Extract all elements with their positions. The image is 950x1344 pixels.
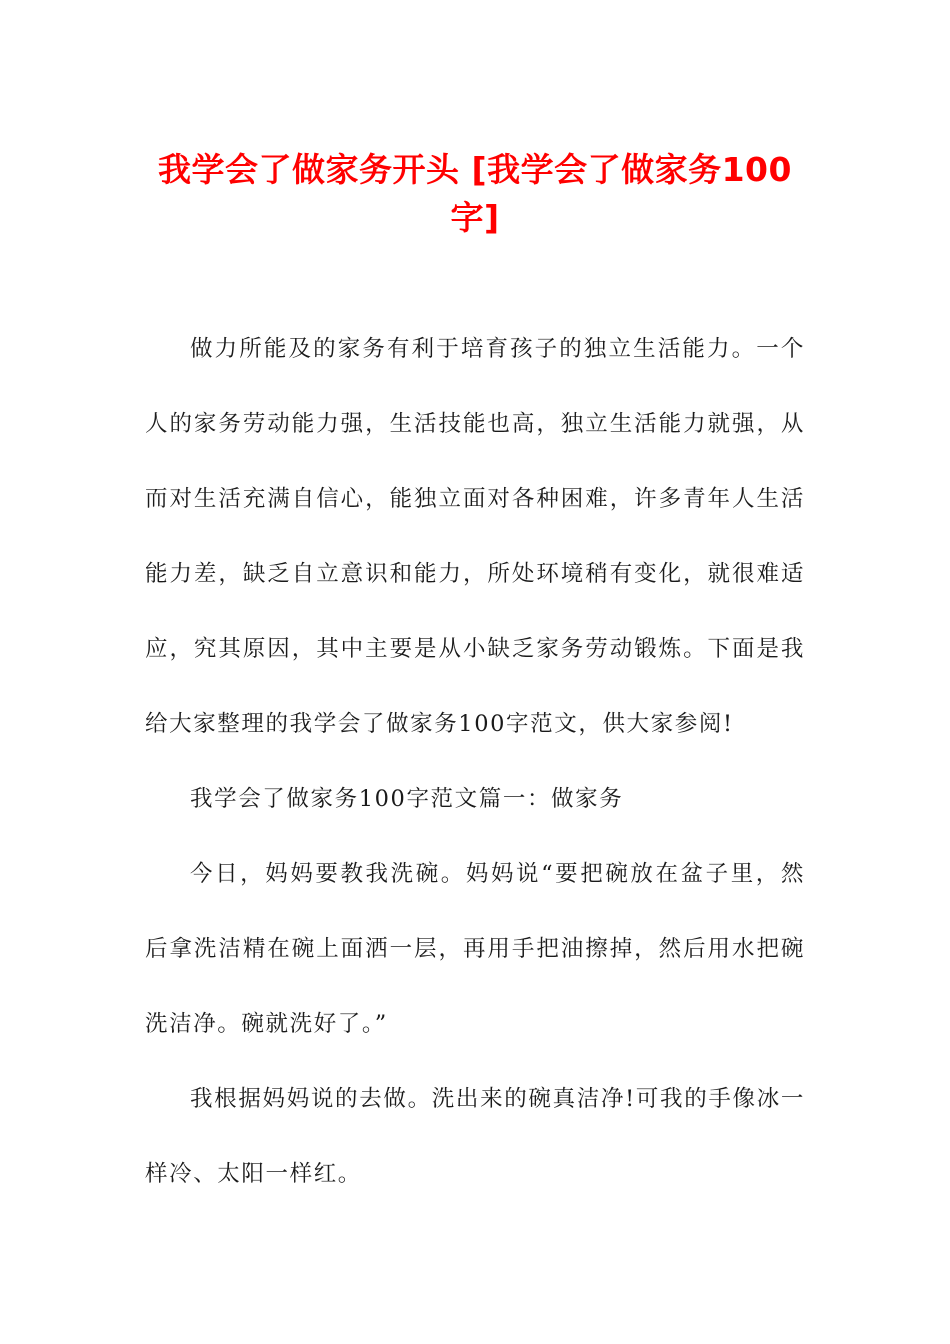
paragraph-intro: 做力所能及的家务有利于培育孩子的独立生活能力。一个人的家务劳动能力强，生活技能也高，独立生活能力就强，从而对生活充满自信心，能独立面对各种困难，许多青年人生活能力差，缺乏自立意识和能力，所处环境稍有变化，就很难适应，究其原因，其中主要是从小缺乏家务劳动锻炼。下面是我给大家整理的我学会了做家务100字范文，供大家参阅!	[145, 336, 805, 737]
paragraph-result: 我根据妈妈说的去做。洗出来的碗真洁净!可我的手像冰一样冷、太阳一样红。	[145, 1086, 805, 1187]
document-title: 我学会了做家务开头 [我学会了做家务100字]	[158, 150, 792, 237]
paragraph-washing-instructions: 今日，妈妈要教我洗碗。妈妈说“要把碗放在盆子里，然后拿洗洁精在碗上面洒一层，再用手把油擦掉，然后用水把碗洗洁净。碗就洗好了。”	[145, 861, 805, 1037]
paragraph-section-heading: 我学会了做家务100字范文篇一：做家务	[190, 786, 624, 812]
document-body	[145, 312, 805, 1212]
